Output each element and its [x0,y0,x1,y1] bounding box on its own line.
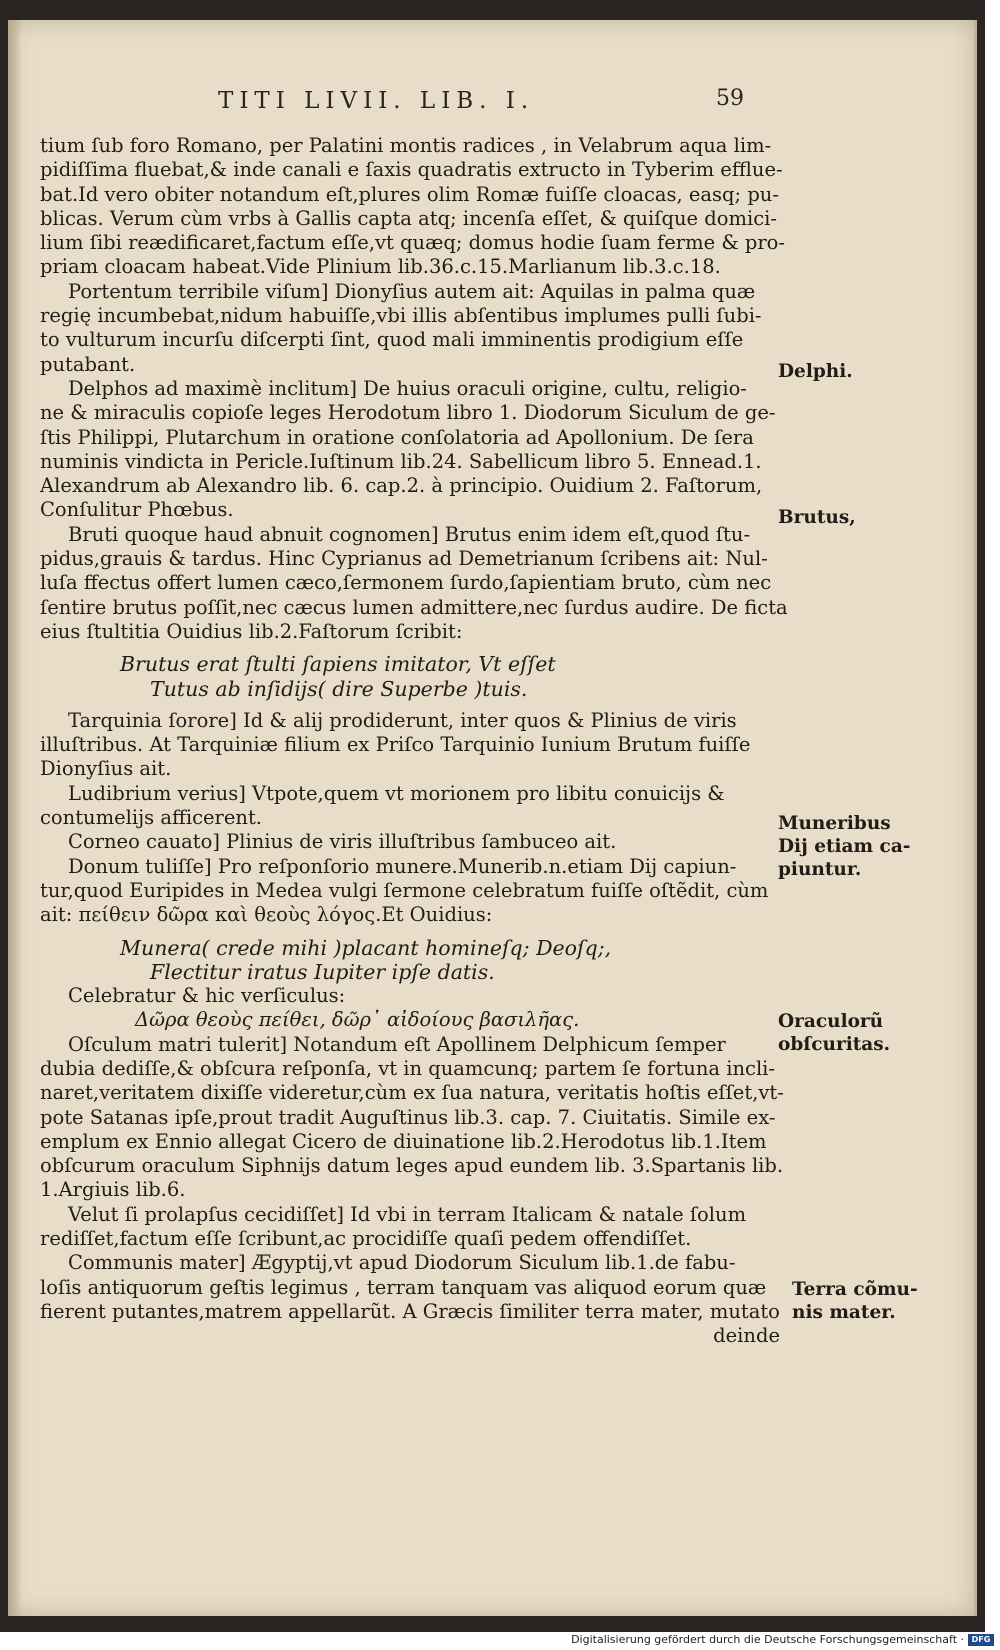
text-line: dubia dediſſe,& obſcura reſponſa, vt in quamcunq; partem ſe fortuna incli- [40,1056,776,1080]
text-line: pidus,grauis & tardus. Hinc Cyprianus ad Demetrianum ſcribens ait: Nul- [40,547,768,571]
text-line: bat.Id vero obiter notandum eſt,plures olim Romæ fuiſſe cloacas, easq; pu- [40,182,779,206]
verse-line: Munera( crede mihi )placant homineſq; Deoſq;, [120,935,612,960]
text-line: Velut ſi prolapſus cecidiſſet] Id vbi in terram Italicam & natale ſolum [68,1202,747,1226]
text-line: regię incumbebat,nidum habuiſſe,vbi illis abſentibus implumes pulli ſubi- [40,304,762,328]
text-line: fierent putantes,matrem appellarũt. A Græcis ſimiliter terra mater, mutato [40,1299,780,1323]
text-line: pidiſſima fluebat,& inde canali e ſaxis quadratis extructo in Tyberim efflue- [40,158,783,182]
text-line: contumelijs afficerent. [40,806,263,830]
margin-note-oraculorum-2: obſcuritas. [778,1034,891,1055]
margin-note-delphi: Delphi. [778,361,853,382]
text-line: Donum tuliſſe] Pro reſponſorio munere.Munerib.n.etiam Dij capiun- [68,854,737,878]
text-line: lium ſibi reædificaret,factum eſſe,vt quæq; domus hodie ſuam ferme & pro- [40,231,786,255]
body-text [40,134,788,1349]
text-line: eius ſtultitia Ouidius lib.2.Faſtorum ſcribit: [40,619,463,643]
text-line: illuſtribus. At Tarquiniæ filium ex Priſco Tarquinio Iunium Brutum fuiſſe [40,733,751,757]
text-line: ſentire brutus poſſit,nec cæcus lumen admittere,nec ſurdus audire. De ficta [40,595,788,619]
text-line: Celebratur & hic verſiculus: [68,984,346,1008]
text-line: emplum ex Ennio allegat Cicero de diuinatione lib.2.Herodotus lib.1.Item [40,1129,767,1153]
text-line: ne & miraculis copioſe leges Herodotum libro 1. Diodorum Siculum de ge- [40,401,776,425]
verse-line: Flectitur iratus Iupiter ipſe datis. [150,959,495,984]
book-page [8,20,977,1616]
text-line: Dionyſius ait. [40,757,172,781]
text-line: Alexandrum ab Alexandro lib. 6. cap.2. à principio. Ouidium 2. Faſtorum, [40,474,763,498]
verse-line: Brutus erat ſtulti ſapiens imitator, Vt eſſet [120,652,556,677]
text-line: Portentum terribile viſum] Dionyſius autem ait: Aquilas in palma quæ [68,279,756,303]
text-line: priam cloacam habeat.Vide Plinium lib.36.c.15.Marlianum lib.3.c.18. [40,255,721,279]
margin-note-muneribus-3: piuntur. [778,859,862,880]
text-line: Communis mater] Ægyptij,vt apud Diodorum Siculum lib.1.de fabu- [68,1251,736,1275]
text-line: 1.Argiuis lib.6. [40,1178,186,1202]
text-line: naret,veritatem dixiſſe videretur,cùm ex ſua natura, veritatis hoſtis eſſet,vt- [40,1081,784,1105]
margin-note-terra-2: nis mater. [792,1302,896,1323]
running-title: TITI LIVII. LIB. I. [218,88,535,114]
margin-note-muneribus-2: Dij etiam ca- [778,836,911,857]
text-line: ſtis Philippi, Plutarchum in oratione conſolatoria ad Apollonium. De ſera [40,425,754,449]
text-line: putabant. [40,352,136,376]
text-line: Ludibrium verius] Vtpote,quem vt morionem pro libitu conuicijs & [68,781,725,805]
text-line: loſis antiquorum geſtis legimus , terram tanquam vas aliquod eorum quæ [40,1275,767,1299]
text-line: Bruti quoque haud abnuit cognomen] Brutus enim idem eſt,quod ſtu- [68,522,751,546]
text-line: blicas. Verum cùm vrbs à Gallis capta atq; incenſa eſſet, & quiſque domici- [40,206,777,230]
text-line: pote Satanas ipſe,prout tradit Auguſtinus lib.3. cap. 7. Ciuitatis. Simile ex- [40,1105,776,1129]
digitization-credit: Digitalisierung gefördert durch die Deutsche Forschungsgemeinschaft · [571,1633,964,1646]
text-line: obſcurum oraculum Siphnijs datum leges apud eundem lib. 3.Spartanis lib. [40,1154,784,1178]
text-line: Conſulitur Phœbus. [40,498,234,522]
margin-note-oraculorum-1: Oraculorũ [778,1011,884,1032]
text-line: numinis vindicta in Pericle.Iuſtinum lib.24. Sabellicum libro 5. Ennead.1. [40,449,762,473]
page-number: 59 [716,86,744,111]
margin-note-brutus: Brutus, [778,507,856,528]
text-line: luſa ffectus offert lumen cæco,ſermonem ſurdo,ſapientiam bruto, cùm nec [40,571,772,595]
verse-line: Tutus ab inſidijs( dire Superbe )tuis. [150,676,528,701]
text-line: Corneo cauato] Plinius de viris illuſtribus ſambuceo ait. [68,830,617,854]
text-line: rediſſet,factum eſſe ſcribunt,ac procidiſſe quaſi pedem offendiſſet. [40,1227,692,1251]
text-line: tium ſub foro Romano, per Palatini montis radices , in Velabrum aqua lim- [40,134,772,157]
text-line: Delphos ad maximè inclitum] De huius oraculi origine, cultu, religio- [68,376,747,400]
text-line: Tarquinia ſorore] Id & alij prodiderunt, inter quos & Plinius de viris [68,708,737,732]
catchword: deinde [713,1324,780,1348]
text-line: tur,quod Euripides in Medea vulgi ſermone celebratum fuiſſe oſtẽdit, cùm [40,878,769,902]
text-line: to vulturum incurſu diſcerpti ſint, quod mali imminentis prodigium eſſe [40,328,744,352]
dfg-logo: DFG [968,1634,994,1646]
text-line: Oſculum matri tulerit] Notandum eſt Apollinem Delphicum ſemper [68,1032,726,1056]
text-line: ait: πείθειν δῶρα καὶ θεοὺς λόγος.Et Ouidius: [40,903,493,927]
greek-verse-line: Δῶρα θεοὺς πείθει, δῶρ᾽ αἰδοίους βασιλῆας. [135,1008,580,1032]
margin-note-terra-1: Terra cõmu- [792,1279,918,1300]
margin-note-muneribus-1: Muneribus [778,813,891,834]
